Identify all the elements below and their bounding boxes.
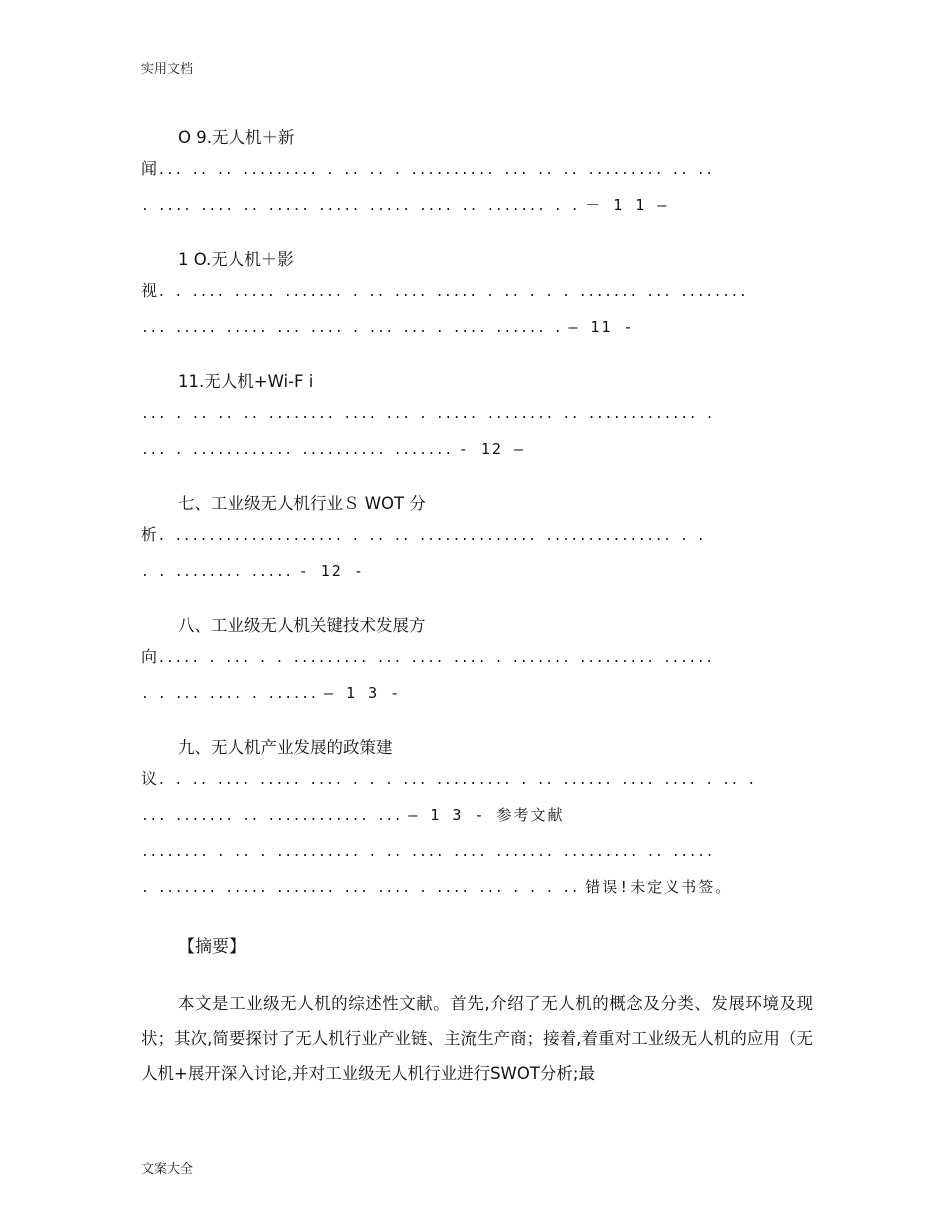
toc-entry-title: 八、工业级无人机关键技术发展方: [178, 616, 426, 635]
toc-leader-dots: . . ... .... . ......: [141, 687, 318, 702]
toc-leader-dots: . . ........ .....: [141, 565, 293, 580]
toc-entry: [141, 368, 811, 468]
toc-leader-dots: ... ....... .. ............ ...: [141, 809, 403, 824]
toc-leader-lead: 闻: [141, 159, 158, 178]
toc-entry-leader: [141, 762, 811, 906]
toc-leader-dots: . . .... ..... ....... . .. .... ..... . .. . . . ....... ... ........: [157, 285, 748, 300]
toc-leader-dots: ... . ............ .......... .......: [141, 443, 453, 458]
toc-entry-title: O 9.无人机＋新: [178, 128, 295, 147]
toc-entry-leader: [141, 518, 811, 590]
toc-leader-lead: 视: [141, 281, 158, 300]
toc-leader-dots: . .................... . .. .. .............. ............... . .: [157, 529, 706, 544]
toc-entry-leader: [141, 152, 811, 224]
toc-page-number: - 12 -: [298, 562, 365, 580]
toc-leader-dots: ... ..... ..... ... .... . ... ... . .... ...... .: [141, 321, 563, 336]
toc-entry: [141, 612, 811, 712]
toc-entry-title: 九、无人机产业发展的政策建: [178, 738, 393, 757]
abstract-paragraph: 本文是工业级无人机的综述性文献。首先,介绍了无人机的概念及分类、发展环境及现状；其次,简要探讨了无人机行业产业链、主流生产商；接着,着重对工业级无人机的应用（无人机+展开深入讨论,并对工业级无人机行业进行SWOT分析;最: [141, 994, 813, 1083]
toc-entry-title: 11.无人机+Wi-F i: [178, 372, 314, 391]
toc-leader-dots: . ....... ..... ....... ... .... . .... ... . . . ..: [141, 881, 580, 896]
toc-leader-dots: ... .. .. ......... . .. .. . .......... ... .. .. ......... .. ..: [157, 163, 714, 178]
toc-entry: [141, 734, 811, 906]
toc-page-number: — 1 3 - 参考文献: [408, 806, 565, 824]
toc-page-error: 错误!未定义书签。: [585, 878, 733, 896]
toc-page-number: － 1 1 —: [585, 196, 669, 214]
toc-leader-dots: ........ . .. . .......... . .. .... .... ....... ......... .. .....: [141, 845, 715, 860]
toc-entry-leader: [141, 396, 811, 468]
table-of-contents: [141, 124, 811, 928]
toc-leader-dots: . . .. .... ..... .... . . . ... ......... . .. ...... .... .... . .. .: [157, 773, 756, 788]
toc-leader-lead: 向: [141, 647, 158, 666]
toc-entry-title: 1 O.无人机＋影: [178, 250, 294, 269]
toc-leader-dots: ... . .. .. .. ........ .... ... . ..... ........ .. ............. .: [141, 407, 715, 422]
toc-entry-leader: [141, 640, 811, 712]
toc-entry: [141, 124, 811, 224]
toc-page-number: - 12 —: [458, 440, 525, 458]
toc-leader-lead: 议: [141, 769, 158, 788]
toc-entry-leader: [141, 274, 811, 346]
toc-page-number: — 1 3 -: [323, 684, 402, 702]
toc-entry-title: 七、工业级无人机行业Ｓ WOT 分: [178, 494, 426, 513]
page-header: 实用文档: [141, 62, 194, 77]
toc-page-number: — 11 -: [568, 318, 635, 336]
toc-entry: [141, 490, 811, 590]
abstract-heading: 【摘要】: [178, 937, 246, 957]
toc-leader-dots: . .... .... .. ..... ..... ..... .... .. ....... . .: [141, 199, 580, 214]
toc-leader-dots: ..... . ... . . ......... ... .... .... . ....... ......... ......: [157, 651, 714, 666]
toc-entry: [141, 246, 811, 346]
toc-leader-lead: 析: [141, 525, 158, 544]
page-footer: 文案大全: [141, 1162, 194, 1177]
